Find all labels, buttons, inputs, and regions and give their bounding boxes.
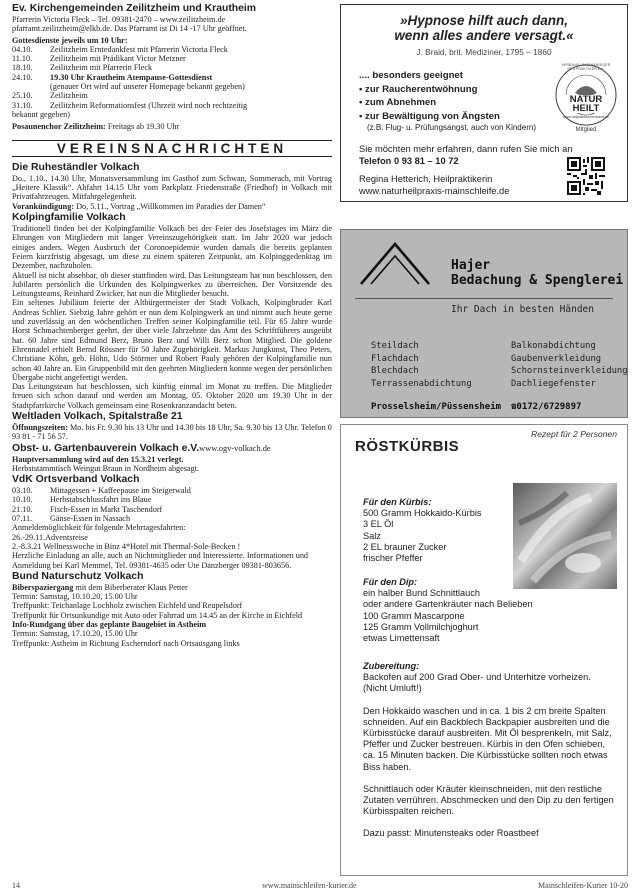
item-text: bekannt gegeben) bbox=[12, 109, 70, 119]
food-image-icon bbox=[513, 483, 617, 589]
ingredient: ein halber Bund Schnittlauch bbox=[363, 588, 480, 599]
date: 10.10. bbox=[12, 495, 33, 505]
section-title bbox=[12, 442, 332, 455]
contact-block bbox=[359, 143, 572, 197]
label: Posaunenchor Zeilitzheim: bbox=[12, 122, 106, 132]
event-line: Termin: Samstag, 10.10.20, 15.00 Uhr bbox=[12, 592, 138, 602]
ingredients-heading: Für den Kürbis: bbox=[363, 497, 432, 507]
bn-section bbox=[12, 570, 332, 648]
verband-seal bbox=[553, 63, 619, 137]
paragraph: Das Leitungsteam hat beschlossen, sich künftig einmal im Monat zu treffen. Die Mitglieder freuen sich schon darauf und werden am Montag, 05. Oktober 2020 um 19.30 Uhr in der Stadtpfarrkirche Volkach gemeinsam eine Rosenkranzandacht beten. bbox=[12, 382, 332, 410]
label: Biberspaziergang bbox=[12, 582, 74, 592]
gottesdienste-heading: Gottesdienste jeweils um 10 Uhr: bbox=[12, 35, 128, 45]
service-item: Gaubenverkleidung bbox=[511, 353, 602, 364]
phone-number[interactable]: ☎0172/6729897 bbox=[511, 402, 582, 412]
company-name-block bbox=[451, 258, 623, 288]
preparation-step: Backofen auf 200 Grad Ober- und Unterhitze vorheizen. (Nicht Umluft!) bbox=[363, 672, 591, 694]
list-item bbox=[12, 82, 332, 91]
list-item bbox=[12, 495, 332, 504]
event-line: Treffpunkt: Astheim in Richtung Escherndorf nach Ortsausgang links bbox=[12, 638, 240, 648]
ad-quote bbox=[341, 13, 627, 43]
seal-url: www.heilpraktikerverband.de bbox=[563, 115, 609, 119]
obst-section bbox=[12, 442, 332, 474]
footer-url[interactable]: www.mainschleifen-kurier.de bbox=[262, 881, 357, 890]
list-item bbox=[12, 91, 332, 100]
item-text: Zeilitzheim bbox=[50, 91, 88, 101]
section-title: Die Ruheständler Volkach bbox=[12, 161, 140, 173]
company-subtitle: Bedachung & Spenglerei bbox=[451, 273, 624, 288]
location: Prosselsheim/Püssensheim bbox=[371, 402, 502, 412]
quote-author: J. Braid, brit. Mediziner, 1795 – 1860 bbox=[416, 47, 552, 57]
quote-line: wenn alles andere versagt.« bbox=[394, 28, 574, 43]
list-item bbox=[12, 505, 332, 514]
notice: Hauptversammlung wird auf den 15.3.21 verlegt. bbox=[12, 454, 184, 464]
service-item: Steildach bbox=[371, 341, 419, 351]
weltladen-section bbox=[12, 410, 332, 442]
list-item: • zur Raucherentwöhnung bbox=[359, 83, 478, 95]
kolping-section bbox=[12, 211, 332, 410]
qr-code-icon bbox=[567, 157, 605, 195]
preparation-step: Den Hokkaido waschen und in ca. 1 bis 2 cm breite Spalten schneiden. Auf ein Backblech Backpapier ausbreiten und die Kürbisstücke darauf ausbreiten. Mit Öl besprenkeln, mit Salz, Pfeffer und Zucker bestreuen. Kürbis in den Ofen schieben, ca. 15 Minuten backen. Die Kürbisstücke sollten noch etwas Biss haben. bbox=[363, 705, 612, 772]
divider bbox=[355, 298, 613, 299]
recipe-title: RÖSTKÜRBIS bbox=[355, 438, 460, 455]
kuerbis-ingredients bbox=[363, 497, 481, 564]
ingredient: etwas Limettensaft bbox=[363, 633, 440, 644]
section-title: VdK Ortsverband Volkach bbox=[12, 474, 140, 486]
item-text: Herbstabschlussfahrt ins Blaue bbox=[50, 495, 152, 505]
pumpkin-photo bbox=[513, 483, 617, 589]
services-col-1 bbox=[371, 340, 472, 390]
event-line: Treffpunkt für Ortsunkundige mit Auto oder Fahrrad um 14.45 an der Kirche in Eichfeld bbox=[12, 610, 303, 620]
item-text: Fisch-Essen in Markt Taschendorf bbox=[50, 504, 163, 514]
date: 18.10. bbox=[12, 63, 33, 73]
ingredient: 100 Gramm Mascarpone bbox=[363, 610, 465, 621]
service-item: Balkonabdichtung bbox=[511, 341, 596, 351]
item-text: (genauer Ort wird auf unserer Homepage bekannt gegeben) bbox=[50, 82, 245, 92]
section-title: Ev. Kirchengemeinden Zeilitzheim und Krautheim bbox=[12, 3, 257, 14]
date: 24.10. bbox=[12, 72, 33, 82]
paragraph: Ein seltenes Jubiläum feierte der Altbürgermeister der Stadt Volkach, Kolpingbruder Karl Andreas Schlier. Siebzig Jahre gehört er nun dem Kolpingwerk an und nimmt auch heute gerne und zuverlässig an den wöchentlichen Treffen seiner Kolpingfamilie teil. Für 65 Jahre wurde Horst Schmachtenberger geehrt, der über viele Jahrzehnte das Amt des Schriftführers ausgeübt hat. 60 Jahre sind Edmund Berz, Bruno Berz und Willi Berz schon Mitglied. Die goldene Ehrennadel erhielt Bernd Rössner für 50 Jahre Zugehörigkeit. Markus Jungkunst, Theo Peters, Christiane Köhn, geb. Höhn, Udo Störmer und Robert Pauly gehören der Kolpingfamilie nun schon 40 Jahre an. Ein Gruppenbild mit den geehrten Mitgliedern konnte wegen der persönlichen Übergabe nicht angefertigt werden. bbox=[12, 298, 332, 382]
value: Freitags ab 19.30 Uhr bbox=[105, 122, 180, 132]
benefits-list bbox=[359, 69, 536, 132]
paragraph: Do., 1.10., 14.30 Uhr, Monatsversammlung im Gasthof zum Schwan, Sommerach, mit Vortrag „Heitere Klassik“. Abfahrt 14.15 Uhr vom Parkplatz Friedenstraße (Friedhof) in Volkach mit Privatfahrzeugen. Mitfahrgelegenheit. bbox=[12, 173, 332, 202]
list-item bbox=[12, 54, 332, 63]
dip-ingredients bbox=[363, 577, 533, 644]
notice: Herbststammtisch Weingut Braun in Nordheim abgesagt. bbox=[12, 463, 200, 473]
preparation bbox=[363, 661, 615, 840]
label: Öffnungszeiten: bbox=[12, 422, 68, 432]
list-item bbox=[12, 45, 332, 54]
date: 07.11. bbox=[12, 514, 33, 524]
list-intro: .... besonders geeignet bbox=[359, 70, 463, 81]
date: 31.10. bbox=[12, 100, 33, 110]
section-title: Weltladen Volkach, Spitalstraße 21 bbox=[12, 410, 183, 422]
serving-note: Rezept für 2 Personen bbox=[531, 429, 617, 439]
website-link[interactable]: www.naturheilpraxis-mainschleife.de bbox=[359, 186, 510, 196]
date bbox=[12, 82, 50, 91]
date: 25.10. bbox=[12, 91, 33, 101]
paragraph: Herzliche Einladung an alle, auch an Nichtmitglieder und Interessierte. Informationen und Anmeldung bei Karl Memmel, Tel. 09381-4635 oder Ute Danzberger 09381-803656. bbox=[12, 551, 309, 570]
list-item: • zum Abnehmen bbox=[359, 97, 437, 109]
value: Do, 5.11., Vortrag „Willkommen im Paradies der Damen“ bbox=[74, 201, 266, 211]
service-item: Schornsteinverkleidung bbox=[511, 366, 628, 376]
label: Vorankündigung: bbox=[12, 201, 75, 211]
company-name: Hajer bbox=[451, 258, 491, 273]
service-item: Dachliegefenster bbox=[511, 378, 596, 389]
paragraph: 26.-29.11.Adventsreise bbox=[12, 532, 88, 542]
seal-line: HEILT bbox=[572, 103, 600, 114]
preparation-step: Schnittlauch oder Kräuter kleinschneiden, mit den restliche Zutaten verrühren. Abschmecken und den Dip zu den fertigen Kürbisspalten reichen. bbox=[363, 783, 614, 817]
list-item bbox=[12, 63, 332, 72]
event-line: Termin: Samstag, 17.10.20, 15.00 Uhr bbox=[12, 629, 138, 639]
paragraph: 2.-8.3.21 Wellnesswoche in Binz 4*Hotel mit Thermal-Sole-Becken ! bbox=[12, 541, 241, 551]
ingredient: frischer Pfeffer bbox=[363, 553, 423, 564]
list-item bbox=[12, 101, 332, 110]
serving-suggestion: Dazu passt: Minutensteaks oder Roastbeef bbox=[363, 828, 539, 839]
phone-number[interactable]: Telefon 0 93 81 – 10 72 bbox=[359, 156, 459, 166]
ev-kirche-section bbox=[12, 2, 332, 132]
opening-hours bbox=[12, 423, 332, 442]
list-note: (z.B. Flug- u. Prüfungsangst, auch von Kindern) bbox=[367, 123, 536, 133]
ingredient: 2 EL brauner Zucker bbox=[363, 541, 447, 552]
qr-code[interactable] bbox=[567, 157, 605, 200]
paragraph: Traditionell finden bei der Kolpingfamilie Volkach bei der Feier des Josefstages im März die Ehrungen von Mitgliedern mit langer Vereinszugehörigkeit statt. Im Jahr 2020 war jedoch einiges anders. Wegen Ausbruch der Coronoepidemie wurden damals die bereits geplanten Feiern kurzfristig abgesagt, um diese zu einem späteren Zeitpunkt, am Kolpinggedenktag im Dezember, nachzuholen. bbox=[12, 224, 332, 271]
date: 04.10. bbox=[12, 44, 33, 54]
ingredient: oder andere Gartenkräuter nach Belieben bbox=[363, 599, 533, 610]
services-col-2 bbox=[511, 340, 628, 390]
ingredient: Salz bbox=[363, 530, 381, 541]
list-item bbox=[12, 514, 332, 523]
issue-label: Mainschleifen-Kurier 10-20 bbox=[538, 881, 628, 890]
ingredients-heading: Für den Dip: bbox=[363, 577, 418, 587]
value: Mo. bis Fr. 9.30 bis 13 Uhr und 14.30 bis 18 Uhr, Sa. 9.30 bis 13 Uhr. Telefon 0 93 81 - 71 56 57. bbox=[12, 422, 332, 442]
roof-logo-icon bbox=[359, 240, 431, 286]
vereinsnachrichten-heading: VEREINSNACHRICHTEN bbox=[12, 140, 332, 157]
list-item bbox=[12, 486, 332, 495]
paragraph: Aktuell ist nicht absehbar, ob dieser stattfinden wird. Das Leitungsteam hat nun beschlossen, den Jubilaren persönlich die Urkunden des Kolpingwerkes zu überreichen. Der Vorsitzende des Leitungsteams, Reinhard Zwicker, hat nun die Mitglieder besucht. bbox=[12, 270, 332, 299]
service-item: Flachdach bbox=[371, 353, 419, 364]
contact-line: pfarramt.zeilitzheim@elkb.de. Das Pfarramt ist Di 14 -17 Uhr geöffnet. bbox=[12, 24, 247, 34]
date: 21.10. bbox=[12, 504, 33, 514]
contact-line: Pfarrerin Victoria Fleck – Tel. 09381-2470 – www.zeilitzheim.de bbox=[12, 15, 226, 24]
value: mit dem Biberberater Klaus Petter bbox=[73, 582, 188, 592]
event-title bbox=[12, 583, 332, 592]
vdk-section bbox=[12, 473, 332, 570]
announcement bbox=[12, 202, 332, 211]
paragraph: Anmeldemöglichkeit für folgende Mehrtagesfahrten: bbox=[12, 523, 186, 533]
posaunenchor-line bbox=[12, 122, 332, 131]
preparation-heading: Zubereitung: bbox=[363, 661, 420, 671]
hypnose-ad bbox=[340, 4, 628, 202]
website-link[interactable]: www.ogv-volkach.de bbox=[199, 443, 271, 453]
item-text: Gänse-Essen in Nassach bbox=[50, 514, 131, 524]
page-number: 14 bbox=[12, 881, 20, 890]
item-text: Zeilitzheim Reformationsfest (Uhrzeit wird noch rechtzeitig bbox=[50, 100, 248, 110]
service-item: Terrassenabdichtung bbox=[371, 378, 472, 389]
seal-line: NATUR bbox=[569, 94, 603, 105]
slogan: Ihr Dach in besten Händen bbox=[451, 304, 594, 315]
item-text: 19.30 Uhr Krautheim Atempause-Gottesdienst bbox=[50, 72, 213, 82]
ruhestaendler-section bbox=[12, 161, 332, 211]
ingredient: 3 EL Öl bbox=[363, 519, 394, 530]
ingredient: 500 Gramm Hokkaido-Kürbis bbox=[363, 508, 482, 519]
title-text: Obst- u. Gartenbauverein Volkach e.V. bbox=[12, 442, 200, 454]
item-text: Zeilitzheim mit Pfarrerin Fleck bbox=[50, 63, 153, 73]
date: 11.10. bbox=[12, 54, 33, 64]
seal-ring-text: VERBAND UNABHÄNGIGER HEILPRAKTIKER e.V. bbox=[561, 63, 611, 71]
item-text: Mittagessen + Kaffeepause im Steigerwald bbox=[50, 486, 191, 496]
seal-text bbox=[565, 95, 607, 113]
section-title: Kolpingfamilie Volkach bbox=[12, 212, 126, 224]
call-line: Sie möchten mehr erfahren, dann rufen Sie mich an bbox=[359, 144, 573, 154]
service-item: Blechdach bbox=[371, 366, 419, 376]
section-title: Bund Naturschutz Volkach bbox=[12, 570, 144, 582]
left-column bbox=[12, 2, 332, 648]
hajer-ad bbox=[340, 229, 628, 418]
quote-line: »Hypnose hilft auch dann, bbox=[399, 13, 569, 28]
list-item bbox=[12, 73, 332, 82]
ingredient: 125 Gramm Vollmilchjoghurt bbox=[363, 621, 479, 632]
item-text: Zeilitzheim Erntedankfest mit Pfarrerin Victoria Fleck bbox=[50, 44, 228, 54]
item-text: Zeilitzheim mit Prädikant Victor Metzner bbox=[50, 54, 186, 64]
date: 03.10. bbox=[12, 486, 33, 496]
practitioner-name: Regina Hetterich, Heilpraktikerin bbox=[359, 174, 493, 184]
list-item: • zur Bewältigung von Ängsten bbox=[359, 110, 500, 122]
recipe-box bbox=[340, 424, 628, 876]
seal-member: Mitglied bbox=[575, 127, 597, 133]
event-title: Info-Rundgang über das geplante Baugebiet in Astheim bbox=[12, 620, 207, 630]
event-line: Treffpunkt: Teichanlage Lochholz zwischen Eichfeld und Reupelsdorf bbox=[12, 601, 243, 611]
